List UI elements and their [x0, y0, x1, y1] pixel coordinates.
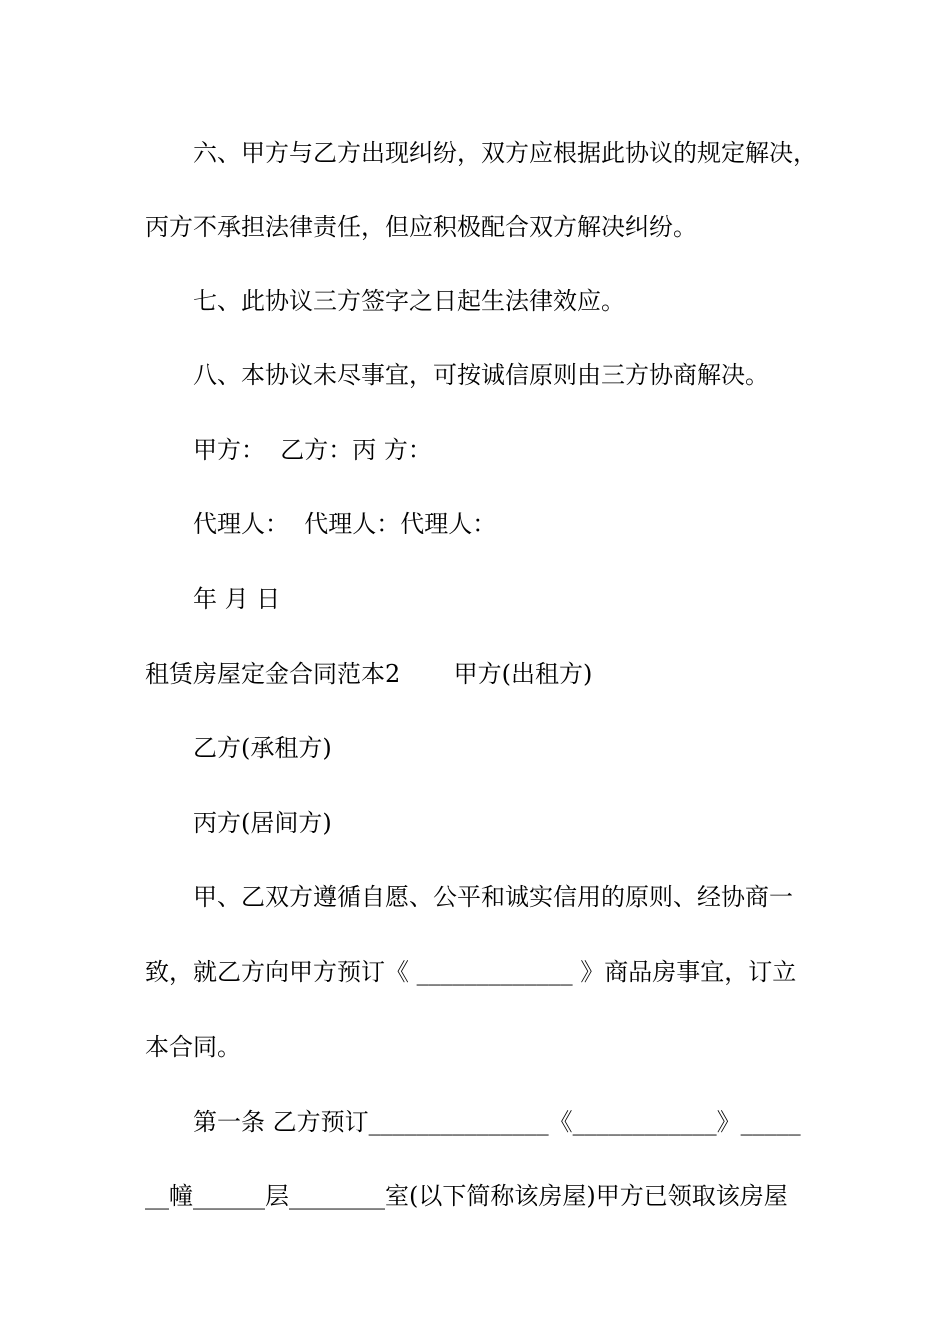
contract-title-and-party-a: 租赁房屋定金合同范本2 甲方(出租方) [145, 660, 593, 688]
preamble-line-2: 致，就乙方向甲方预订《 _____________ 》商品房事宜，订立 [145, 958, 797, 986]
signature-date: 年 月 日 [193, 585, 281, 613]
signature-parties: 甲方： 乙方：丙 方： [193, 436, 432, 464]
party-c: 丙方(居间方) [193, 809, 332, 837]
clause-8: 八、本协议未尽事宜，可按诚信原则由三方协商解决。 [193, 361, 769, 389]
clause-7: 七、此协议三方签字之日起生法律效应。 [193, 287, 625, 315]
preamble-line-3: 本合同。 [145, 1033, 241, 1061]
party-b: 乙方(承租方) [193, 734, 332, 762]
clause-6-line-2: 丙方不承担法律责任，但应积极配合双方解决纠纷。 [145, 213, 697, 241]
article-1-line-2: __幢______层________室(以下简称该房屋)甲方已领取该房屋 [145, 1182, 788, 1210]
clause-6-line-1: 六、甲方与乙方出现纠纷，双方应根据此协议的规定解决， [193, 139, 817, 167]
signature-agents: 代理人： 代理人：代理人： [193, 510, 497, 538]
preamble-line-1: 甲、乙双方遵循自愿、公平和诚实信用的原则、经协商一 [193, 883, 793, 911]
article-1-line-1: 第一条 乙方预订_______________《____________》_____ [193, 1108, 801, 1136]
